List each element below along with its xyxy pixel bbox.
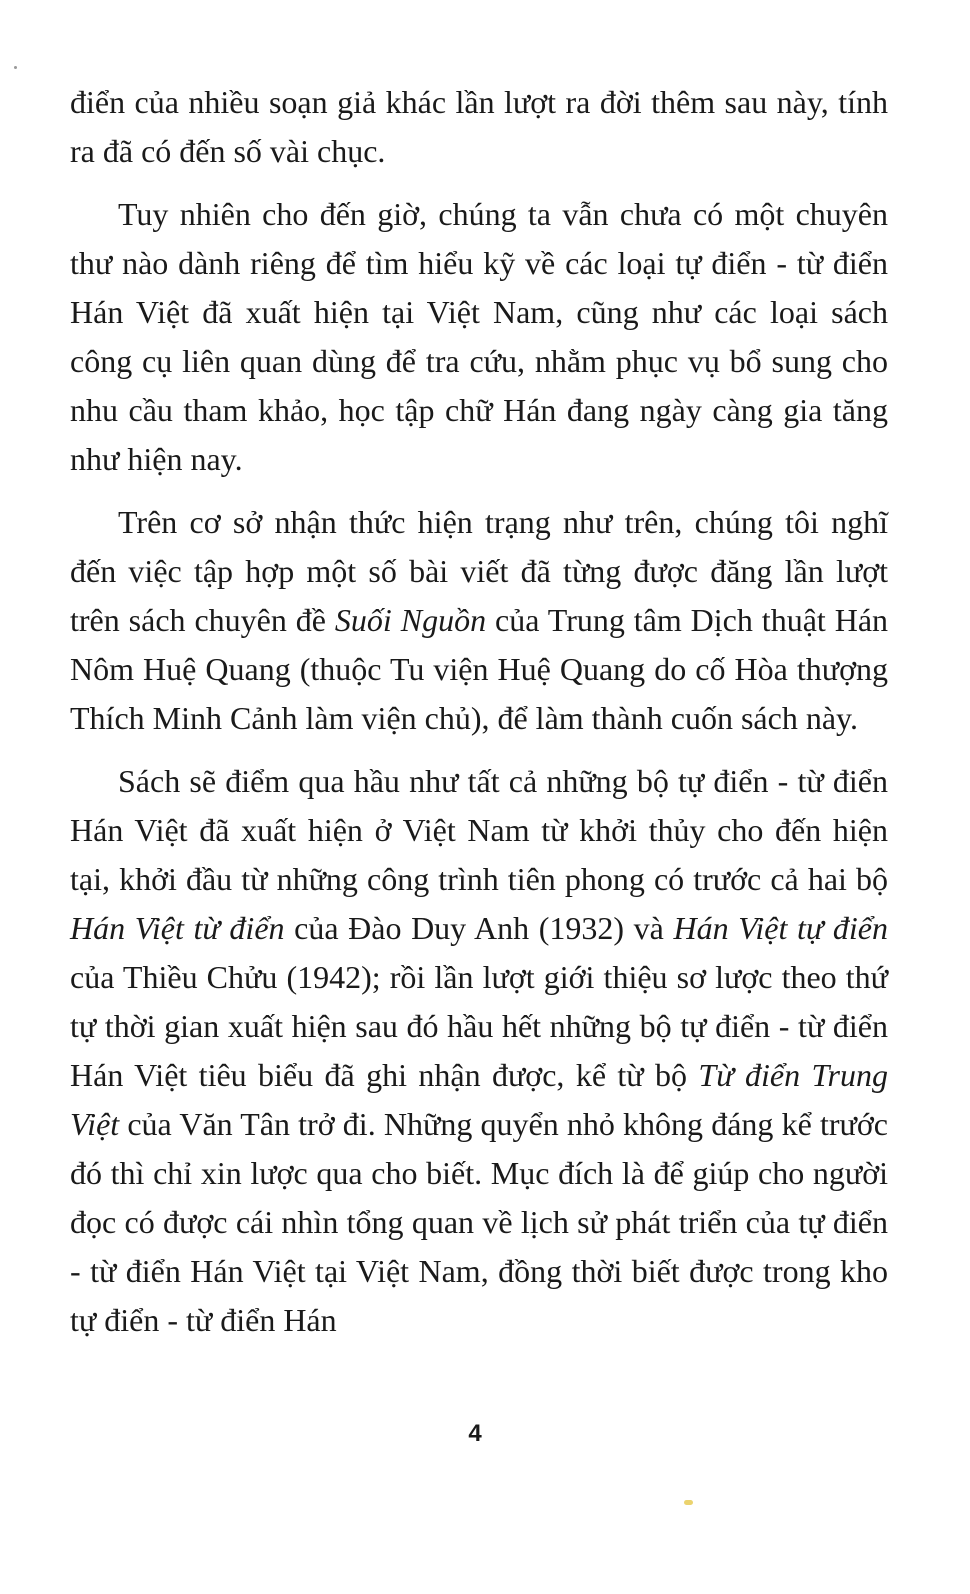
scan-artifact-dot [684,1500,693,1505]
book-title-han-viet-tu-dien-dao-duy-anh: Hán Việt từ điển [70,910,285,946]
paragraph-2 [70,190,888,484]
paragraph-text: của Đào Duy Anh (1932) và [284,910,674,946]
paragraph-text: của Thiều Chửu (1942); rồi lần lượt giới thiệu sơ lược theo thứ tự thời gian xuất hiện sau đó hầu hết những bộ tự điển - từ điển Hán Việt tiêu biểu đã ghi nhận được, kể từ bộ [70,959,888,1093]
paragraph-text: của Trung tâm Dịch thuật Hán Nôm Huệ Quang (thuộc Tu viện Huệ Quang do cố Hòa thượng Thích Minh Cảnh làm viện chủ), để làm thành cuốn sách này. [70,602,889,736]
paragraph-4 [70,757,888,1345]
paragraph-text: điển của nhiều soạn giả khác lần lượt ra đời thêm sau này, tính ra đã có đến số vài chục. [70,84,888,169]
paragraph-text: Sách sẽ điểm qua hầu như tất cả những bộ tự điển - từ điển Hán Việt đã xuất hiện ở Việt Nam từ khởi thủy cho đến hiện tại, khởi đầu từ những công trình tiên phong có trước cả hai bộ [70,763,888,897]
page-body [70,78,888,1345]
book-title-tu-dien-trung-viet: Từ điển Trung Việt [70,1057,889,1142]
paragraph-1 [70,78,888,176]
book-title-suoi-nguon: Suối Nguồn [334,602,487,638]
page-number: 4 [468,1420,482,1447]
paragraph-text: của Văn Tân trở đi. Những quyển nhỏ không đáng kể trước đó thì chỉ xin lược qua cho biết. Mục đích là để giúp cho người đọc có được cái nhìn tổng quan về lịch sử phát triển của tự điển - từ điển Hán Việt tại Việt Nam, đồng thời biết được trong kho tự điển - từ điển Hán [70,1106,888,1338]
paragraph-text: Trên cơ sở nhận thức hiện trạng như trên, chúng tôi nghĩ đến việc tập hợp một số bài viết đã từng được đăng lần lượt trên sách chuyên đề [70,504,888,638]
scan-artifact-mark [14,66,17,69]
paragraph-text: Tuy nhiên cho đến giờ, chúng ta vẫn chưa có một chuyên thư nào dành riêng để tìm hiểu kỹ về các loại tự điển - từ điển Hán Việt đã xuất hiện tại Việt Nam, cũng như các loại sách công cụ liên quan dùng để tra cứu, nhằm phục vụ bổ sung cho nhu cầu tham khảo, học tập chữ Hán đang ngày càng gia tăng như hiện nay. [70,196,888,477]
book-title-han-viet-tu-dien-thieu-chuu: Hán Việt tự điển [673,910,889,946]
paragraph-3 [70,498,888,743]
